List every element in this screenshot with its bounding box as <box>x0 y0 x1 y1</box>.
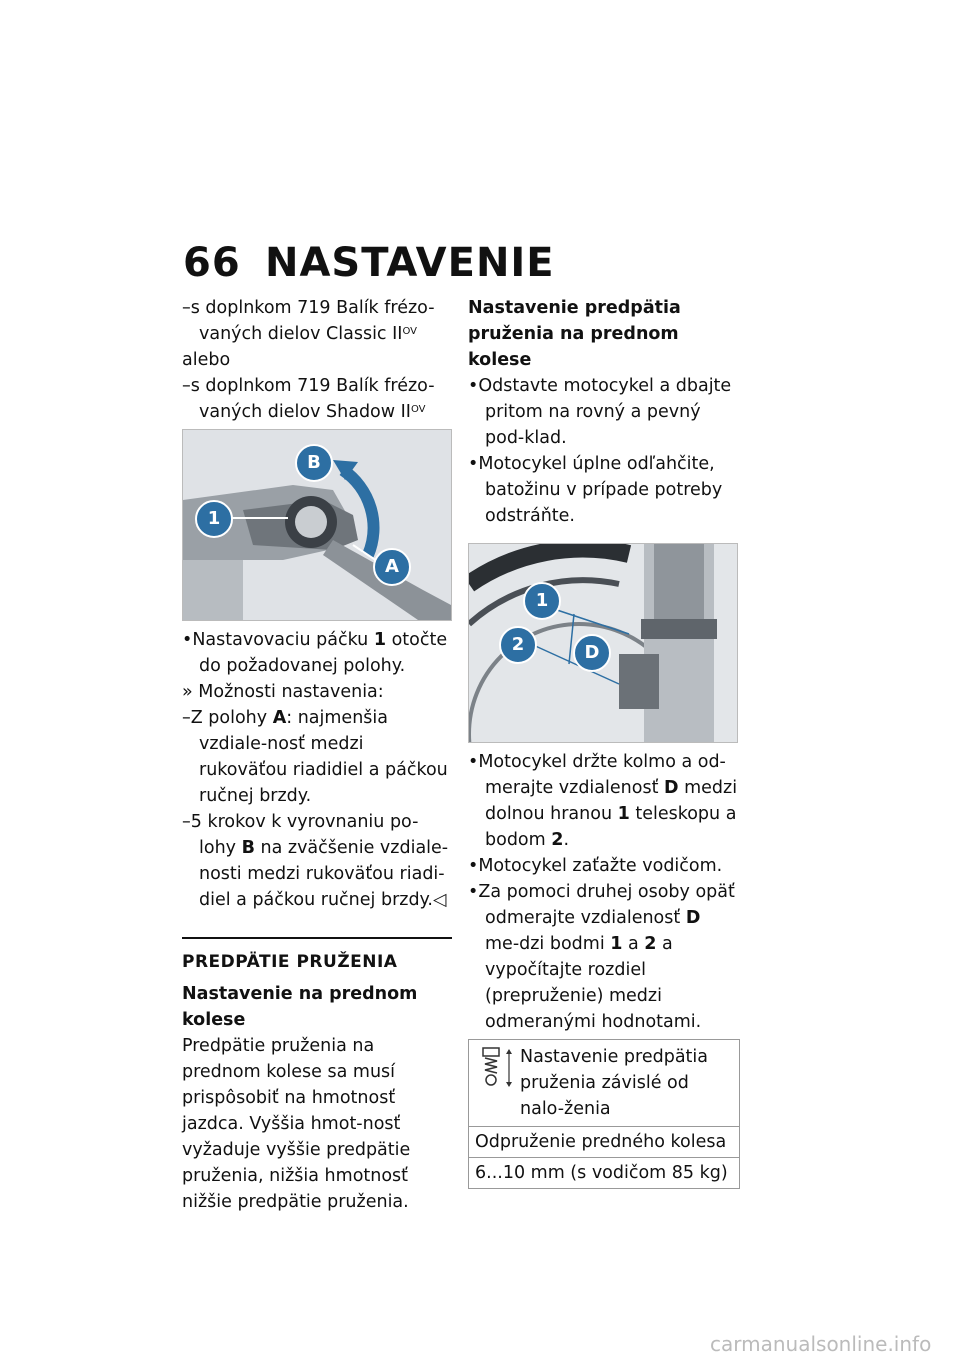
watermark: carmanualsonline.info <box>710 1332 932 1356</box>
callout-d: D <box>573 634 611 672</box>
instruction-bullet: •Nastavovaciu páčku 1 otočte do požadovanej polohy. <box>182 630 448 676</box>
page-title <box>183 240 555 286</box>
option-classic: –s doplnkom 719 Balík frézo- vaných dielov Classic $II^{OV}$ <box>182 298 435 344</box>
table-header <box>469 1040 739 1126</box>
step-bullet-2: •Motocykel úplne odľahčite, batožinu v prípade potreby odstráňte. <box>468 454 723 526</box>
callout-b: B <box>295 444 333 482</box>
page-number: 66 <box>183 240 241 286</box>
end-mark: ◁ <box>433 890 447 910</box>
option-a: –Z polohy A: najmenšia vzdiale-nosť medzi rukoväťou riadidiel a páčkou ručnej brzdy. <box>182 708 448 806</box>
table-row: 6...10 mm (s vodičom 85 kg) <box>469 1157 739 1188</box>
subsection-title: Nastavenie na prednom kolese <box>182 984 418 1030</box>
spring-preload-icon <box>477 1046 517 1090</box>
callout-a: A <box>373 548 411 586</box>
preload-paragraph: Predpätie pruženia na prednom kolese sa musí prispôsobiť na hmotnosť jazdca. Vyššia hmot-nosť vyžaduje vyššie predpätie pruženia, nižšia hmotnosť nižšie predpätie pruženia. <box>182 1036 411 1212</box>
brake-lever-figure <box>182 429 452 621</box>
front-fork-figure <box>468 543 738 743</box>
alebo-text: alebo <box>182 350 231 370</box>
result-text: » Možnosti nastavenia: <box>182 682 384 702</box>
callout-2: 2 <box>499 626 537 664</box>
left-column <box>182 295 452 1215</box>
step-bullet-4: •Motocykel zaťažte vodičom. <box>468 856 723 876</box>
callout-1: 1 <box>195 500 233 538</box>
table-row: Odpruženie predného kolesa <box>469 1126 739 1157</box>
chapter-title: NASTAVENIE <box>265 240 555 286</box>
preload-spec-table <box>468 1039 740 1189</box>
step-bullet-3: •Motocykel držte kolmo a od-merajte vzdialenosť D medzi dolnou hranou 1 teleskopu a bodom 2. <box>468 752 738 850</box>
section-divider <box>182 937 452 939</box>
section-title: PREDPÄTIE PRUŽENIA <box>182 952 398 972</box>
option-b: –5 krokov k vyrovnaniu po-lohy B na zväčšenie vzdiale-nosti medzi rukoväťou riadi-diel a páčkou ručnej brzdy.◁ <box>182 812 449 910</box>
callout-1: 1 <box>523 582 561 620</box>
step-bullet-1: •Odstavte motocykel a dbajte pritom na rovný a pevný pod-klad. <box>468 376 732 448</box>
table-header-text: Nastavenie predpätia pruženia závislé od nalo-ženia <box>520 1047 708 1119</box>
option-shadow: –s doplnkom 719 Balík frézo- vaných dielov Shadow $II^{OV}$ <box>182 376 435 422</box>
right-column <box>468 295 740 1189</box>
procedure-heading: Nastavenie predpätia pruženia na prednom kolese <box>468 298 681 370</box>
step-bullet-5: •Za pomoci druhej osoby opäť odmerajte vzdialenosť D me-dzi bodmi 1 a 2 a vypočítajte rozdiel (prepruženie) medzi odmeranými hodnotami. <box>468 882 735 1032</box>
